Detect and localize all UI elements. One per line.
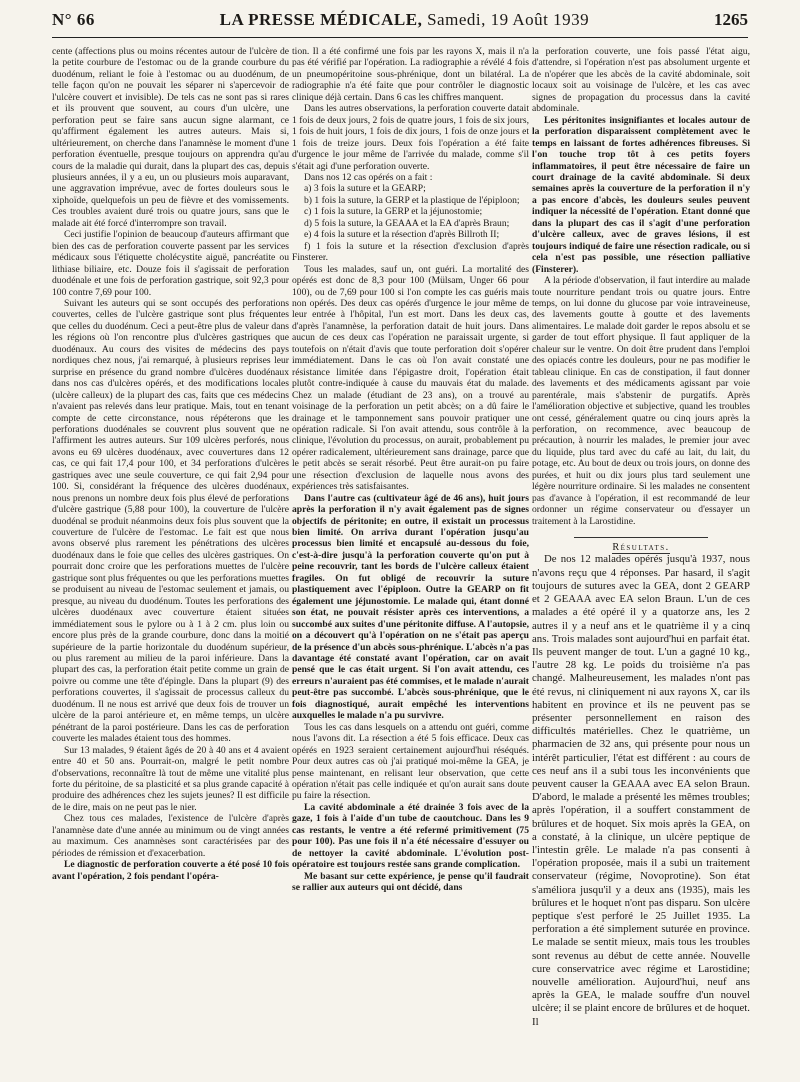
paragraph: Sur 13 malades, 9 étaient âgés de 20 à 40 ans et 4 avaient entre 40 et 50 ans. Pourrait-on, malgré le petit nombre d'observations, reconnaître là tout de même une vitalité plus forte du péritoine, de sa plasticité et sa plus grande capacité à produire des adhérences chez les sujets jeunes? Il est difficile de le dire, mais on ne peut pas le nier.	[52, 744, 289, 813]
paragraph: Chez tous ces malades, l'existence de l'ulcère d'après l'anamnèse date d'une année au minimum ou de vingt années au maximum. Ces anamnèses sont caractérisées par des périodes de rémission et d'exacerbation.	[52, 813, 289, 859]
paragraph: De nos 12 malades opérés jusqu'à 1937, nous n'avons reçu que 4 réponses. Par hasard, il s'agit toujours de sutures avec la GEA, dont 2 GEARP et 2 GEAAA avec EA selon Braun. L'un de ces malades a été opéré il y a quatorze ans, les 2 autres il y a neuf ans et le quatrième il y a cinq ans. Trois malades sont aujourd'hui en parfait état. Ils peuvent manger de tout. L'un a gagné 10 kg., l'autre 28 kg. Le poids du troisième n'a pas changé. Malheureusement, les malades n'ont pas été revus, ni cliniquement ni aux rayons X, car ils habitent en province et ils ne peuvent pas se présenter personnellement en raison des difficultés matérielles. Chez le quatrième, un pharmacien de 32 ans, qui présente pour nous un intérêt particulier, l'état est différent : au cours de ces neuf ans il a subi tous les inconvénients que peuvent causer la GEAAA avec EA selon Braun. D'abord, le malade a présenté les mêmes troubles; après l'opération, il a souffert constamment de brûlures et de hoquet. Six mois après la GEA, on a constaté, à la clinique, un ulcère peptique de l'intestin grêle. Le malade n'a pas consenti à l'opération proposée, mais il a subi un traitement conservateur (régime, Novoprotine). Son état s'améliora jusqu'il y a deux ans (1935), mais les brûlures et le hoquet n'ont pas disparu. Son ulcère peptique s'est perforé le 25 Juillet 1935. La perforation a été simplement suturée en province. Le malade se sentit mieux, mais tous les troubles sont revenus au début de cette année. Nouvelle cure conservatrice avec régime et Larostidine; nouvelle amélioration. Aujourd'hui, neuf ans après la GEA, le malade souffre d'un nouvel ulcère; il se plaint encore de brûlures et de hoquet. Il	[532, 553, 750, 1028]
list-item: a) 3 fois la suture et la GEARP;	[304, 183, 426, 195]
list-item: e) 4 fois la suture et la résection d'après Billroth II;	[304, 229, 500, 241]
masthead: LA PRESSE MÉDICALE,	[219, 10, 423, 29]
page-number: 1265	[713, 10, 748, 29]
page-header	[52, 10, 748, 36]
paragraph: tion. Il a été confirmé une fois par les rayons X, mais il n'a pas été vérifié par l'opération. La radiographie a révélé 4 fois un pneumopéritoine sous-phrénique, dont un bilatéral. La radiographie n'a été faite que pour contrôler le diagnostic clinique déjà certain. Dans 6 cas les chiffres manquent.	[292, 46, 529, 103]
paragraph: Me basant sur cette expérience, je pense qu'il faudrait se rallier aux auteurs qui ont décidé, dans	[292, 870, 529, 894]
paragraph: Le diagnostic de perforation couverte a été posé 10 fois avant l'opération, 2 fois pendant l'opéra-	[52, 859, 289, 882]
list-item: d) 5 fois la suture, la GEAAA et la EA d'après Braun;	[304, 217, 510, 229]
paragraph: Dans l'autre cas (cultivateur âgé de 46 ans), huit jours après la perforation il n'y avait également pas de signes objectifs de péritonite; en outre, il existait un processus bien limité. On arriva durant l'opération jusqu'au processus bien limité et encapsulé au-dessous du foie, c'est-à-dire jusqu'à la perforation couverte qu'on put à peine recouvrir, tant les bords de l'ulcère calleux étaient fragiles. On fut obligé de recouvrir la suture plastiquement avec l'épiploon. Outre la GEARP on fit également une jéjunostomie. Le malade qui, étant donné son état, ne pouvait résister après ces interventions, a succombé aux suites d'une péritonite diffuse. A l'autopsie, on a découvert qu'à l'opération on ne s'était pas aperçu de la présence d'un abcès sous-phrénique. L'abcès n'a pas davantage été constaté avant l'opération, car on avait pensé que le cas était urgent. Si l'on avait attendu, ces erreurs n'auraient pas été commises, et le malade n'aurait peut-être pas succombé. L'abcès sous-phrénique, que le fois diagnostiqué, aurait empêché les interventions auxquelles le malade n'a pu survivre.	[292, 492, 529, 722]
issue-date: Samedi, 19 Août 1939	[427, 10, 590, 29]
paragraph: La cavité abdominale a été drainée 3 fois avec de la gaze, 1 fois à l'aide d'un tube de caoutchouc. Dans les 9 cas restants, le ventre a été refermé primitivement (75 pour 100). Pas une fois il n'a été nécessaire d'essuyer ou de nettoyer la cavité abdominale. L'évolution post-opératoire est toujours restée sans grande complication.	[292, 801, 529, 871]
paragraph: Suivant les auteurs qui se sont occupés des perforations couvertes, celles de l'ulcère gastrique sont plus fréquentes que celles du duodénum. Ceci a peut-être plus de valeur dans les régions où l'on rencontre plus d'ulcères gastriques que duodénaux. Au cours des visites de médecins des pays nordiques chez nous, j'ai remarqué, à plusieurs reprises leur surprise en présence du grand nombre d'ulcères duodénaux dans nos cas d'ulcères opérés, et des modifications locales (ulcère calleux) de la plupart des cas, faits que ces médecins n'avaient pas relevés dans leur pratique. Mais, tout en tenant compte de cette circonstance, nous répéterons que les perforations duodénales se couvrent plus souvent que ne l'affirment les autres auteurs. Sur 109 ulcères perforés, nous avons eu 69 ulcères duodénaux, avec couvertures dans 12 cas, ce qui fait 17,4 pour 100, et 34 perforations d'ulcères gastriques avec une seule couverture, ce qui fait 2,94 pour 100. Si, considérant la fréquence des ulcères duodénaux, nous prenons un nombre deux fois plus élevé de perforations d'ulcère gastrique (5,88 pour 100), la couverture de l'ulcère duodénal se produit néanmoins deux fois plus souvent que la couverture de l'ulcère de l'estomac. Le fait est que nous avons observé plus rarement les pénétrations des ulcères duodénaux dans le foie que celles des ulcères gastriques. On pourrait donc croire que les perforations muettes de l'ulcère gastrique sont plus fréquentes ou que les perforations muettes se produisent au niveau de l'estomac seulement et jamais, ou presque, au niveau du duodénum. Toutes les perforations des ulcères duodénaux avec couverture étaient situées immédiatement sous le pylore ou à 1 à 2 cm. plus loin ou encore plus près de la grande courbure, donc dans la moitié supérieure de la partie horizontale du duodénum supérieur, ou plus rarement au milieu de la paroi inférieure. Dans la plupart des cas, la perforation était petite comme un grain de poivre ou comme une tête d'épingle. Dans la plupart (9) des perforations couvertes, il s'agissait de processus calleux du duodénum. Il ne nous est arrivé que deux fois de trouver un ulcère de la paroi antérieure et, en même temps, un ulcère pénétrant de la paroi postérieure. Dans les cas de perforation couverte les malades étaient tous des hommes.	[52, 297, 289, 745]
paragraph: Tous les cas dans lesquels on a attendu ont guéri, comme nous l'avons dit. La résection a été 5 fois efficace. Deux cas opérés en 1923 seraient certainement aujourd'hui réséqués. Pour deux autres cas où j'ai pratiqué moi-même la GEA, je pense maintenant, en relisant leur observation, que cette opération n'était pas celle indiquée et qu'on aurait sans doute pu faire la résection.	[292, 721, 529, 802]
paragraph: Dans nos 12 cas opérés on a fait :	[304, 171, 433, 183]
list-item: b) 1 fois la suture, la GERP et la plastique de l'épiploon;	[304, 194, 520, 206]
section-divider	[574, 537, 708, 538]
paragraph: A la période d'observation, il faut interdire au malade toute nourriture pendant trois ou quatre jours. Entre temps, on lui donne du glucose par voie intraveineuse, des lavements goutte à goutte et des lavements alimentaires. Le malade doit garder le repos absolu et se garder de tout effort physique. Il faut appliquer de la chaleur sur le ventre. On doit être prudent dans l'emploi des opiacés contre les douleurs, pour ne pas modifier le tableau clinique. En cas de constipation, il faut donner des lavements et des médicaments agissant par voie parentérale, mais s'abstenir de purgatifs. Après l'amélioration objective et subjective, quand les troubles ont cessé, généralement quatre ou cinq jours après la perforation, on recommence, avec beaucoup de précaution, à nourrir les malades, le premier jour avec du liquide, plus tard avec du café au lait, du lait, du potage, etc. Au bout de deux ou trois jours, on donne des purées, et huit ou dix jours plus tard seulement une légère nourriture ordinaire. Si les malades ne consentent pas d'avance à l'opération, il est recommandé de leur ordonner un régime conservateur ou d'essayer un traitement à la Larostidine.	[532, 275, 750, 527]
header-rule	[52, 37, 748, 38]
column-3	[532, 46, 750, 1076]
paragraph: Ceci justifie l'opinion de beaucoup d'auteurs affirmant que bien des cas de perforation couverte passent par les services médicaux sous l'étiquette cholécystite aiguë, pancréatite ou lithiase biliaire, etc. Douze fois il s'agissait de perforation duodénale et une fois de perforation gastrique, soit 92,3 pour 100 contre 7,69 pour 100.	[52, 229, 289, 298]
list-item: f) 1 fois la suture et la résection d'exclusion d'après Finsterer.	[292, 240, 529, 264]
column-2	[292, 46, 529, 1076]
procedure-list	[292, 183, 529, 263]
section-heading	[532, 542, 750, 553]
running-title	[220, 10, 590, 30]
list-item: c) 1 fois la suture, la GERP et la jéjunostomie;	[304, 206, 483, 218]
paragraph: Tous les malades, sauf un, ont guéri. La mortalité des opérés est donc de 8,3 pour 100 (Mülsam, Unger 66 pour 100), ou de 7,69 pour 100 si l'on compte les cas guéris mais non opérés. Des deux cas opérés d'urgence le jour même de leur entrée à l'hôpital, l'un est mort. Dans les deux cas, d'après l'anamnèse, la perforation datait de huit jours. Dans aucun de ces deux cas l'opération ne paraissait urgente, si toutefois on n'était d'avis que toute perforation doit s'opérer immédiatement. Dans le cas où l'on avait constaté une résistance limitée dans l'épigastre droit, l'opération était plutôt contre-indiquée à cause du mauvais état du malade. Chez un malade (étudiant de 23 ans), on a trouvé au voisinage de la perforation un petit abcès; on a dû faire le drainage et le tamponnement sans pouvoir pratiquer une opération radicale. Si l'on avait attendu, sous contrôle à la clinique, l'évolution du processus, on aurait, probablement pu opérer radicalement, ultérieurement sans drainage, parce que le petit abcès se serait résorbé. Peut être aurait-on pu faire une résection d'exclusion de laquelle nous avons des expériences très satisfaisantes.	[292, 263, 529, 493]
issue-number: N° 66	[52, 10, 95, 29]
paragraph: Les péritonites insignifiantes et locales autour de la perforation disparaissent complètement avec le temps en laissant de fortes adhérences fibreuses. Si l'on touche trop tôt à ces petits foyers inflammatoires, il peut être nécessaire de faire un court drainage de la cavité abdominale. Si deux semaines après la couverture de la perforation il n'y a pas encore d'abcès, les douleurs seules peuvent indiquer la nécessité de l'opération. Etant donné que dans la plupart des cas il s'agit d'une perforation d'ulcère calleux, avec de graves lésions, il est toujours indiqué de faire une résection radicale, ou si cela n'est pas possible, une résection palliative (Finsterer).	[532, 114, 750, 275]
paragraph: Dans les autres observations, la perforation couverte datait 1 fois de deux jours, 2 fois de quatre jours, 1 fois de six jours, 1 fois de huit jours, 1 fois de dix jours, 1 fois de onze jours et 1 fois de treize jours. Deux fois l'opération a été faite d'urgence le jour même de l'arrivée du malade, comme s'il s'était agi d'une perforation ouverte.	[292, 103, 529, 172]
paragraph: la perforation couverte, une fois passé l'état aigu, d'attendre, si l'opération n'est pas absolument urgente et de n'opérer que les abcès de la cavité abdominale, soit locaux soit au voisinage de l'ulcère, et les cas avec signes de propagation du processus dans la cavité abdominale.	[532, 46, 750, 115]
column-1	[52, 46, 289, 1076]
paragraph: cente (affections plus ou moins récentes autour de l'ulcère de la petite courbure de l'estomac ou de la grande courbure du duodénum, reliant le foie à l'estomac ou au duodénum, de telle façon qu'on ne pouvait les séparer ni s'apercevoir de l'ulcère couvert et invisible). De tels cas ne sont pas si rares et ils prouvent que souvent, au cours d'un ulcère, une perforation peut se faire sans aucun signe alarmant, ce qu'affirment également les autres auteurs. Mais si, ultérieurement, on cherche dans l'anamnèse le moment d'une perforation éventuelle, presque toujours on apprendra qu'au cours de la maladie qui durait, dans la plupart des cas, depuis plusieurs années, il y a eu, un ou plusieurs mois auparavant, une aggravation imprévue, avec de fortes douleurs sous le xiphoïde, quelquefois un peu de fièvre et des vomissements. Ces troubles avaient duré trois ou quatre jours, sans que le malade ait été forcé d'interrompre son travail.	[52, 46, 289, 229]
results-section	[532, 553, 750, 1028]
section-heading-text: Résultats.	[612, 542, 670, 554]
